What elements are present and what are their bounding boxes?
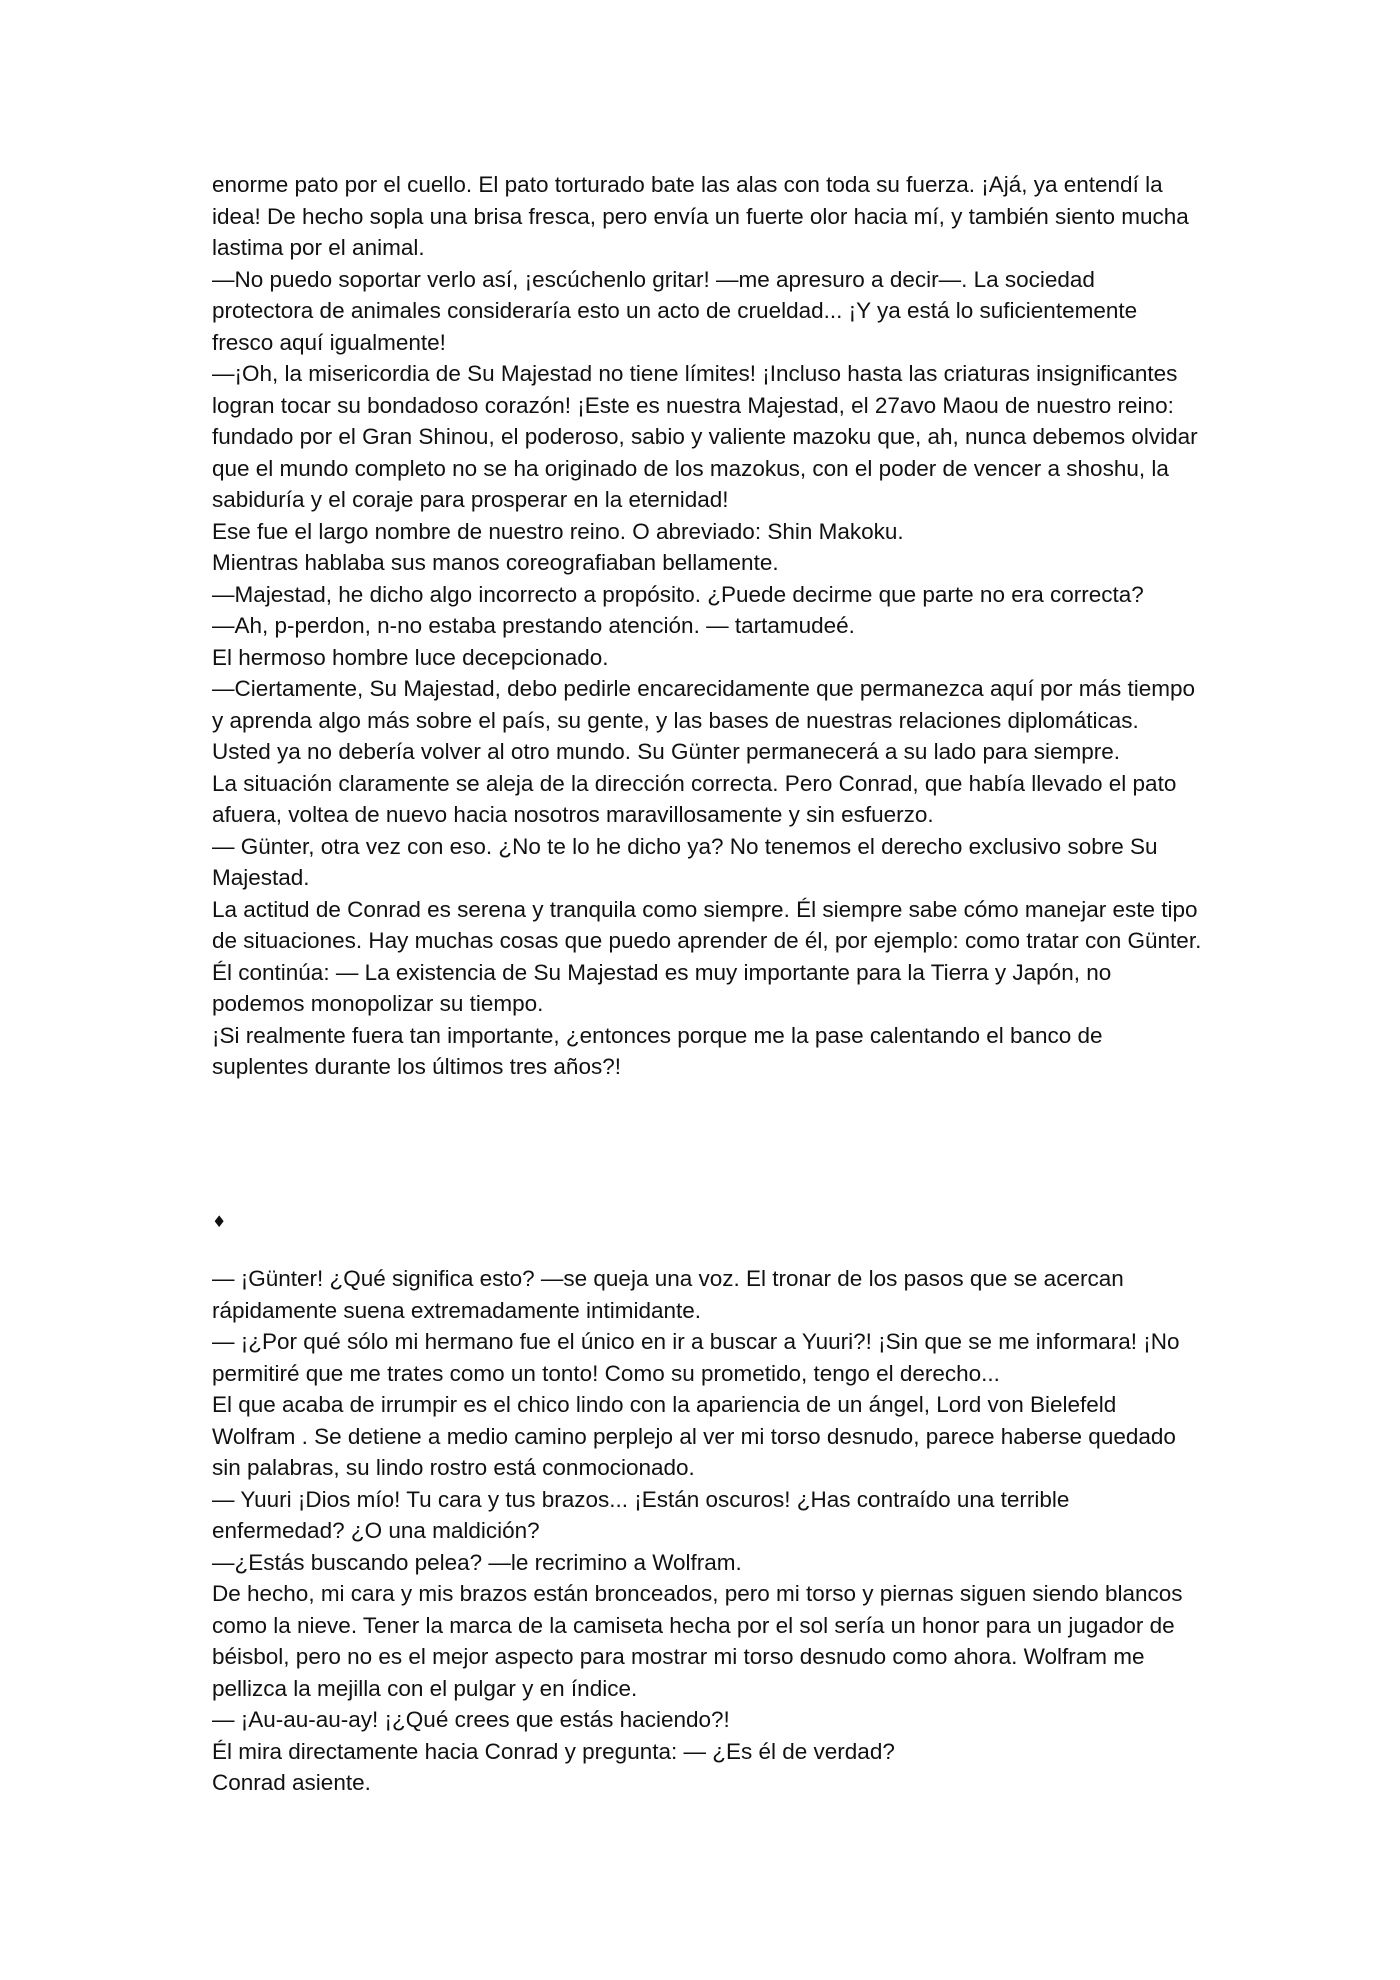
paragraph: Mientras hablaba sus manos coreografiaban bellamente. [212, 550, 779, 575]
paragraph: enorme pato por el cuello. El pato torturado bate las alas con toda su fuerza. ¡Ajá, ya entendí la idea! De hecho sopla una brisa fresca, pero envía un fuerte olor hacia mí, y también siento mucha lastima por el animal. [212, 172, 1189, 260]
paragraph: — Yuuri ¡Dios mío! Tu cara y tus brazos... ¡Están oscuros! ¿Has contraído una terrible enfermedad? ¿O una maldición? [212, 1486, 1070, 1543]
paragraph: — ¡Günter! ¿Qué significa esto? —se queja una voz. El tronar de los pasos que se acercan rápidamente suena extremadamente intimidante. [212, 1266, 1124, 1323]
section-separator-diamond: ♦ [212, 1212, 227, 1231]
paragraph: Él continúa: — La existencia de Su Majestad es muy importante para la Tierra y Japón, no podemos monopolizar su tiempo. [212, 959, 1112, 1016]
text-section-2 [212, 1263, 1202, 1799]
text-section-1 [212, 169, 1202, 1083]
paragraph: Conrad asiente. [212, 1770, 371, 1795]
paragraph: La situación claramente se aleja de la dirección correcta. Pero Conrad, que había llevado el pato afuera, voltea de nuevo hacia nosotros maravillosamente y sin esfuerzo. [212, 770, 1177, 827]
paragraph: Ese fue el largo nombre de nuestro reino. O abreviado: Shin Makoku. [212, 518, 904, 544]
paragraph: El que acaba de irrumpir es el chico lindo con la apariencia de un ángel, Lord von Bielefeld Wolfram . Se detiene a medio camino perplejo al ver mi torso desnudo, parece haberse quedado sin palabras, su lindo rostro está conmocionado. [212, 1392, 1176, 1480]
paragraph: —Majestad, he dicho algo incorrecto a propósito. ¿Puede decirme que parte no era correcta? [212, 581, 1144, 607]
paragraph: ¡Si realmente fuera tan importante, ¿entonces porque me la pase calentando el banco de suplentes durante los últimos tres años?! [212, 1022, 1103, 1079]
paragraph: — ¡¿Por qué sólo mi hermano fue el único en ir a buscar a Yuuri?! ¡Sin que se me informara! ¡No permitiré que me trates como un tonto! Como su prometido, tengo el derecho... [212, 1329, 1180, 1386]
paragraph: — ¡Au-au-au-ay! ¡¿Qué crees que estás haciendo?! [212, 1707, 730, 1732]
paragraph: De hecho, mi cara y mis brazos están bronceados, pero mi torso y piernas siguen siendo blancos como la nieve. Tener la marca de la camiseta hecha por el sol sería un honor para un jugador de béisbol, pero no es el mejor aspecto para mostrar mi torso desnudo como ahora. Wolfram me pellizca la mejilla con el pulgar y en índice. [212, 1581, 1183, 1701]
paragraph: La actitud de Conrad es serena y tranquila como siempre. Él siempre sabe cómo manejar este tipo de situaciones. Hay muchas cosas que puedo aprender de él, por ejemplo: como tratar con Günter. [212, 896, 1202, 953]
paragraph: —Ciertamente, Su Majestad, debo pedirle encarecidamente que permanezca aquí por más tiempo y aprenda algo más sobre el país, su gente, y las bases de nuestras relaciones diplomáticas. Usted ya no debería volver al otro mundo. Su Günter permanecerá a su lado para siempre. [212, 676, 1196, 764]
paragraph: —¡Oh, la misericordia de Su Majestad no tiene límites! ¡Incluso hasta las criaturas insignificantes logran tocar su bondadoso corazón! ¡Este es nuestra Majestad, el 27avo Maou de nuestro reino: fundado por el Gran Shinou, el poderoso, sabio y valiente mazoku que, ah, nunca debemos olvidar que el mundo completo no se ha originado de los mazokus, con el poder de vencer a shoshu, la sabiduría y el coraje para prosperar en la eternidad! [212, 361, 1198, 512]
paragraph: —No puedo soportar verlo así, ¡escúchenlo gritar! —me apresuro a decir—. La sociedad protectora de animales consideraría esto un acto de crueldad... ¡Y ya está lo suficientemente fresco aquí igualmente! [212, 266, 1138, 355]
paragraph: — Günter, otra vez con eso. ¿No te lo he dicho ya? No tenemos el derecho exclusivo sobre Su Majestad. [212, 833, 1158, 890]
paragraph: —¿Estás buscando pelea? —le recrimino a Wolfram. [212, 1549, 742, 1575]
paragraph: El hermoso hombre luce decepcionado. [212, 644, 609, 670]
paragraph: —Ah, p-perdon, n-no estaba prestando atención. — tartamudeé. [212, 613, 855, 638]
paragraph: Él mira directamente hacia Conrad y pregunta: — ¿Es él de verdad? [212, 1738, 895, 1764]
